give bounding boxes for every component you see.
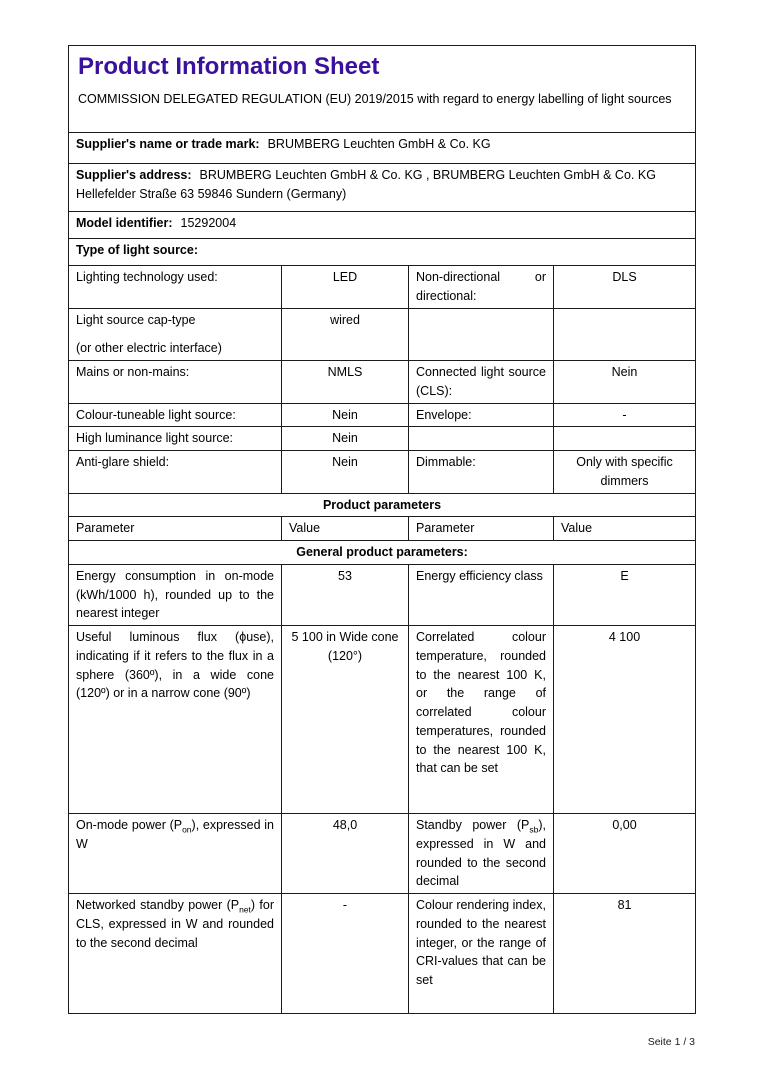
param-label: Useful luminous flux (ϕuse), indicating if it refers to the flux in a sphere (360º), in a wide cone (120º) or in a narrow cone (90º) [69, 626, 282, 814]
param-label: Mains or non-mains: [69, 361, 282, 404]
table-row [69, 814, 696, 894]
table-row [69, 564, 696, 625]
param-value [554, 308, 696, 361]
param-value: Nein [554, 361, 696, 404]
cap-type-line1: Light source cap-type [76, 312, 196, 327]
param-value: E [554, 564, 696, 625]
param-value: 4 100 [554, 626, 696, 814]
param-label [69, 814, 282, 894]
param-value: - [282, 894, 409, 1014]
param-value: wired [282, 308, 409, 361]
header-cell [69, 46, 696, 133]
param-label [409, 308, 554, 361]
param-label: High luminance light source: [69, 427, 282, 451]
column-header: Parameter [69, 517, 282, 541]
table-row [69, 894, 696, 1014]
param-value: LED [282, 266, 409, 309]
param-label: Lighting technology used: [69, 266, 282, 309]
supplier-name-cell [69, 133, 696, 164]
supplier-address-cell [69, 164, 696, 212]
product-parameters-header: Product parameters [69, 493, 696, 517]
table-row [69, 266, 696, 309]
supplier-address-row [69, 164, 696, 212]
param-value: NMLS [282, 361, 409, 404]
param-value: Only with specific dimmers [554, 451, 696, 494]
label-text: ), expressed in W [76, 818, 274, 851]
table-row [69, 427, 696, 451]
param-value: 0,00 [554, 814, 696, 894]
general-product-parameters-header: General product parameters: [69, 541, 696, 565]
param-value: - [554, 403, 696, 427]
product-information-table [68, 45, 696, 1014]
page-title: Product Information Sheet [78, 53, 380, 80]
param-label: Energy efficiency class [409, 564, 554, 625]
table-row [69, 626, 696, 814]
supplier-address-value: BRUMBERG Leuchten GmbH & Co. KG , BRUMBERG Leuchten GmbH & Co. KG Hellefelder Straße 63 59846 Sundern (Germany) [76, 168, 656, 201]
model-identifier-label: Model identifier: [76, 216, 173, 230]
param-label [69, 308, 282, 361]
param-value: 81 [554, 894, 696, 1014]
label-subscript: net [239, 904, 251, 915]
param-label: Anti-glare shield: [69, 451, 282, 494]
param-value [554, 427, 696, 451]
model-identifier-cell [69, 212, 696, 239]
param-label [409, 427, 554, 451]
param-label: Envelope: [409, 403, 554, 427]
label-text: On-mode power (P [76, 818, 183, 832]
type-of-light-source-row [69, 239, 696, 266]
param-value: Nein [282, 403, 409, 427]
param-value: Nein [282, 427, 409, 451]
label-text: ), expressed in W and rounded to the second decimal [416, 818, 546, 889]
model-identifier-row [69, 212, 696, 239]
param-value: Nein [282, 451, 409, 494]
label-text: Networked standby power (P [76, 898, 240, 912]
label-subscript: on [182, 824, 192, 835]
param-label: Energy consumption in on-mode (kWh/1000 h), rounded up to the nearest integer [69, 564, 282, 625]
header-row [69, 46, 696, 133]
type-of-light-source-label: Type of light source: [76, 243, 198, 257]
param-label: Correlated colour temperature, rounded to the nearest 100 K, or the range of correlated colour temperatures, rounded to the nearest 100 K, that can be set [409, 626, 554, 814]
param-label: Non-directional or directional: [409, 266, 554, 309]
param-label: Connected light source (CLS): [409, 361, 554, 404]
table-row [69, 451, 696, 494]
column-header: Parameter [409, 517, 554, 541]
section-header-row [69, 493, 696, 517]
table-row [69, 308, 696, 361]
param-value: 48,0 [282, 814, 409, 894]
regulation-subtitle: COMMISSION DELEGATED REGULATION (EU) 2019/2015 with regard to energy labelling of light sources [78, 92, 672, 106]
param-value: 53 [282, 564, 409, 625]
supplier-name-label: Supplier's name or trade mark: [76, 137, 260, 151]
param-label: Colour rendering index, rounded to the nearest integer, or the range of CRI-values that can be set [409, 894, 554, 1014]
param-label: Dimmable: [409, 451, 554, 494]
param-value: DLS [554, 266, 696, 309]
param-label [409, 814, 554, 894]
table-row [69, 403, 696, 427]
column-header: Value [282, 517, 409, 541]
model-identifier-value: 15292004 [180, 216, 237, 230]
column-header: Value [554, 517, 696, 541]
label-text: ) for CLS, expressed in W and rounded to the second decimal [76, 898, 274, 950]
section-header-row [69, 541, 696, 565]
type-of-light-source-cell [69, 239, 696, 266]
label-subscript: sb [529, 824, 539, 835]
cap-type-line2: (or other electric interface) [76, 341, 222, 356]
page-number: Seite 1 / 3 [647, 1036, 695, 1048]
table-row [69, 361, 696, 404]
column-header-row [69, 517, 696, 541]
param-label [69, 894, 282, 1014]
param-label: Colour-tuneable light source: [69, 403, 282, 427]
label-text: Standby power (P [416, 818, 530, 832]
supplier-name-value: BRUMBERG Leuchten GmbH & Co. KG [267, 137, 491, 151]
supplier-address-label: Supplier's address: [76, 168, 192, 182]
supplier-name-row [69, 133, 696, 164]
param-value: 5 100 in Wide cone (120°) [282, 626, 409, 814]
